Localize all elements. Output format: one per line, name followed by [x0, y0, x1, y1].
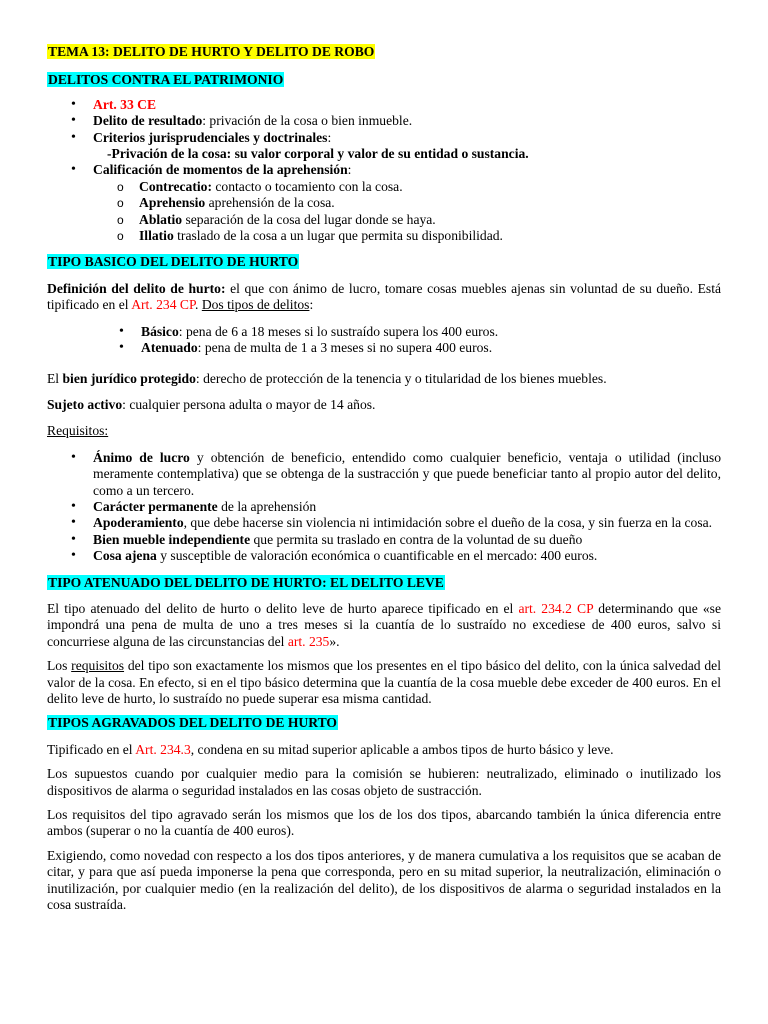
list-item: • Básico: pena de 6 a 18 meses si lo sustraído supera los 400 euros.	[47, 324, 721, 340]
bien-juridico-paragraph: El bien jurídico protegido: derecho de protección de la tenencia y o titularidad de los bienes muebles.	[47, 370, 607, 386]
patrimonio-list	[47, 97, 721, 245]
agravados-paragraph-2: Los supuestos cuando por cualquier medio para la comisión se hubieren: neutralizado, eliminado o inutilizado los dispositivos de alarma o seguridad instalados en las cosas objeto de sustracción.	[47, 766, 721, 798]
requisitos-list	[47, 450, 721, 565]
list-item	[47, 97, 721, 113]
list-subitem: o Ablatio separación de la cosa del lugar donde se haya.	[47, 212, 721, 228]
list-item: • Ánimo de lucro y obtención de beneficio, entendido como cualquier beneficio, ventaja o utilidad (incluso meramente contemplativa) que se obtenga de la sustracción y que puede beneficiar tanto al propio autor del delito, como a un tercero.	[47, 450, 721, 499]
list-item: • Carácter permanente de la aprehensión	[47, 499, 721, 515]
section-heading-patrimonio: DELITOS CONTRA EL PATRIMONIO	[48, 72, 284, 88]
article-reference: art. 235	[287, 633, 330, 649]
list-subitem: -Privación de la cosa: su valor corporal y valor de su entidad o sustancia.	[107, 146, 529, 162]
list-item: • Calificación de momentos de la aprehensión:	[47, 162, 721, 178]
agravados-paragraph-3: Los requisitos del tipo agravado serán los mismos que los de los dos tipos, abarcando también la única diferencia entre ambos (superar o no la cuantía de 400 euros).	[47, 807, 721, 839]
list-item: • Cosa ajena y susceptible de valoración económica o cuantificable en el mercado: 400 euros.	[47, 548, 721, 564]
atenuado-paragraph-1: El tipo atenuado del delito de hurto o delito leve de hurto aparece tipificado en el art. 234.2 CP determinando que «se impondrá una pena de multa de uno a tres meses si la cuantía de lo sustraído no excediese de 400 euros, salvo si concurriese alguna de las circunstancias del art. 235».	[47, 600, 721, 649]
tipos-list	[47, 324, 721, 357]
article-reference: Art. 234 CP	[131, 297, 196, 313]
section-heading-tipo-basico: TIPO BASICO DEL DELITO DE HURTO	[48, 254, 299, 270]
list-subitem: o Aprehensio aprehensión de la cosa.	[47, 195, 721, 211]
document-title: TEMA 13: DELITO DE HURTO Y DELITO DE ROBO	[48, 44, 375, 59]
article-reference: Art. 234.3	[135, 741, 191, 757]
sujeto-activo-paragraph: Sujeto activo: cualquier persona adulta o mayor de 14 años.	[47, 396, 376, 412]
agravados-paragraph-1: Tipificado en el Art. 234.3, condena en su mitad superior aplicable a ambos tipos de hurto básico y leve.	[47, 741, 614, 757]
section-heading-tipo-atenuado: TIPO ATENUADO DEL DELITO DE HURTO: EL DELITO LEVE	[48, 574, 444, 590]
article-reference: Art. 33 CE	[93, 96, 157, 112]
agravados-paragraph-4: Exigiendo, como novedad con respecto a los dos tipos anteriores, y de manera cumulativa a los requisitos que se acaban de citar, y para que así pueda imponerse la pena que corresponda, pero en su mitad superior, la neutralización, eliminación o inutilización, por cualquier medio (en la realización del delito), de los dispositivos de alarma o seguridad instalados en la cosa sustraída.	[47, 847, 721, 913]
requisitos-label: Requisitos:	[47, 423, 109, 439]
list-item: • Atenuado: pena de multa de 1 a 3 meses si no supera 400 euros.	[47, 340, 721, 356]
list-subitem: o Illatio traslado de la cosa a un lugar que permita su disponibilidad.	[47, 228, 721, 244]
list-subitem: o Contrecatio: contacto o tocamiento con la cosa.	[47, 179, 721, 195]
list-item: • Bien mueble independiente que permita su traslado en contra de la voluntad de su dueño	[47, 532, 721, 548]
definition-paragraph: Definición del delito de hurto: el que con ánimo de lucro, tomare cosas muebles ajenas sin voluntad de su dueño. Está tipificado en el Art. 234 CP. Dos tipos de delitos:	[47, 280, 722, 313]
list-item: • Criterios jurisprudenciales y doctrinales:	[47, 130, 721, 146]
list-item: • Delito de resultado: privación de la cosa o bien inmueble.	[47, 113, 721, 129]
list-item: • Apoderamiento, que debe hacerse sin violencia ni intimidación sobre el dueño de la cosa, y sin fuerza en la cosa.	[47, 515, 721, 531]
section-heading-tipos-agravados: TIPOS AGRAVADOS DEL DELITO DE HURTO	[48, 715, 337, 731]
atenuado-paragraph-2: Los requisitos del tipo son exactamente los mismos que los presentes en el tipo básico del delito, con la única salvedad del valor de la cosa. En efecto, si en el tipo básico determina que la cuantía de la cosa mueble debe exceder de 400 euros. En el delito leve de hurto, lo sustraído no puede superar esa misma cantidad.	[47, 658, 721, 706]
article-reference: art. 234.2 CP	[518, 600, 594, 616]
